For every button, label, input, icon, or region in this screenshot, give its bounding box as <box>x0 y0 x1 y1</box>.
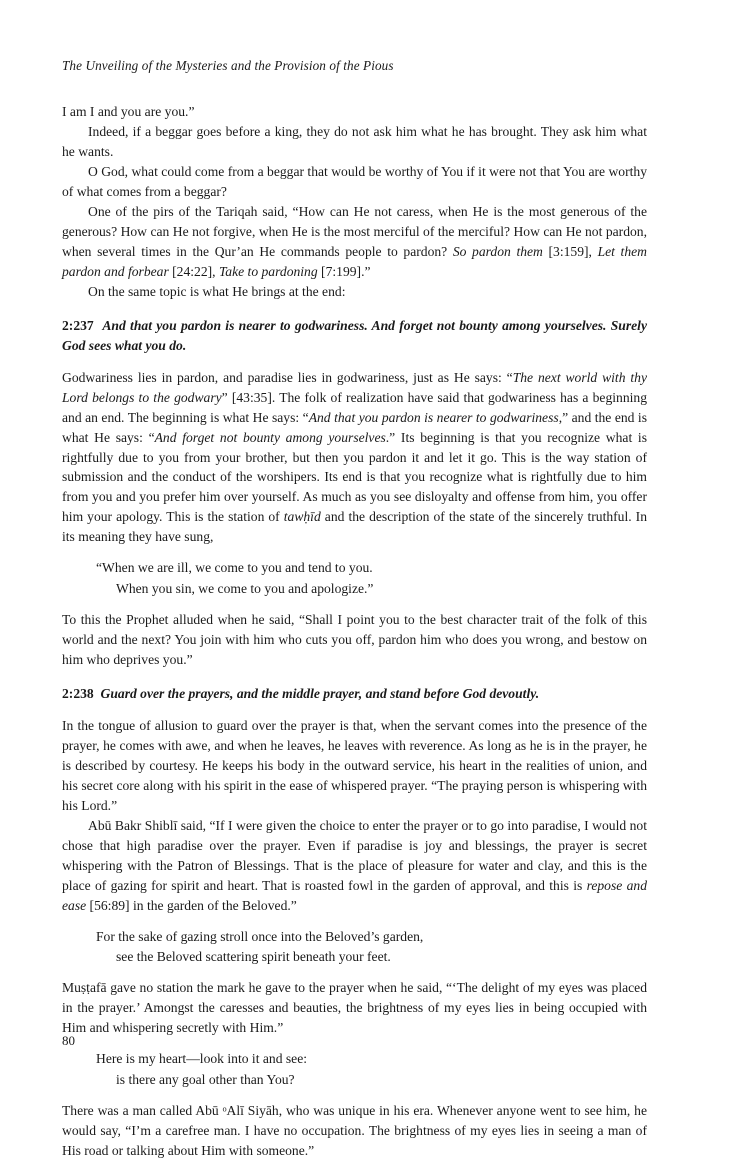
paragraph-11: There was a man called Abū ᵒAlī Siyāh, who was unique in his era. Whenever anyone went to see him, he would say, “I’m a carefree man. I have no occupation. The brightness of my eyes lies in seeing a man of His road or talking about Him with someone.” <box>62 1103 647 1159</box>
poem-line: is there any goal other than You? <box>116 1071 295 1087</box>
quran-citation-2: Let them pardon and forbear <box>62 243 647 279</box>
paragraph-9 <box>62 816 647 916</box>
page-number: 80 <box>62 1033 75 1048</box>
verse-number: 2:237 <box>62 317 94 333</box>
paragraph-3: O God, what could come from a beggar that would be worthy of You if it were not that You are worthy of what comes from a beggar? <box>62 163 647 199</box>
body-column <box>62 102 647 1161</box>
paragraph-2: Indeed, if a beggar goes before a king, they do not ask him what he has brought. They ask him what he wants. <box>62 123 647 159</box>
verse-heading-2-237 <box>62 316 647 356</box>
paragraph-9-text-a: Abū Bakr Shiblī said, “If I were given the choice to enter the prayer or to go into paradise, I would not chose that high paradise over the prayer. Even if paradise is joy and blessings, the prayer is secret whispering with the Patron of Blessings. That is the place of pleasure for water and clay, and this is the place of gazing for spirit and heart. That is roasted fowl in the garden of approval, and this is <box>62 817 647 893</box>
paragraph-6-text-b: ” [43:35]. The folk of realization have said that godwariness has a beginning and an end. The beginning is what He says: “ <box>62 389 647 425</box>
running-head: The Unveiling of the Mysteries and the Provision of the Pious <box>62 58 394 73</box>
poem-line: Here is my heart—look into it and see: <box>96 1051 308 1067</box>
verse-text: And that you pardon is nearer to godwariness. And forget not bounty among yourselves. Surely God sees what you do. <box>62 317 647 353</box>
paragraph-8: In the tongue of allusion to guard over the prayer is that, when the servant comes into the presence of the prayer, he comes with awe, and when he leaves, he leaves with reverence. As long as he is in the prayer, he is described by courtesy. He keeps his body in the outward service, his heart in the realities of union, and his secret core along with his spirit in the ease of whispered prayer. “The praying person is whispering with his Lord.” <box>62 718 647 813</box>
paragraph-6-text-c: ,” and the end is what He says: “ <box>62 409 648 445</box>
paragraph-4-text-c: [24:22], <box>168 263 219 279</box>
paragraph-6-text-e: and the description of the state of the sincerely truthful. In its meaning they have sung, <box>62 509 648 545</box>
verse-heading-2-238 <box>62 684 647 704</box>
paragraph-4-text-d: [7:199].” <box>317 263 371 279</box>
poem-block-1 <box>62 558 647 599</box>
verse-text: Guard over the prayers, and the middle prayer, and stand before God devoutly. <box>100 686 540 702</box>
quran-citation-3: Take to pardoning <box>218 263 318 279</box>
poem-block-2 <box>62 927 647 968</box>
poem-block-3 <box>62 1049 647 1090</box>
paragraph-4-text-a: One of the pirs of the Tariqah said, “How can He not caress, when He is the most generous of the generous? How can He not forgive, when He is the most merciful of the merciful? How can He not pardon, when several times in the Qur’an He commands people to pardon? <box>62 203 647 259</box>
paragraph-6 <box>62 368 647 548</box>
paragraph-4 <box>62 202 647 282</box>
poem-line: see the Beloved scattering spirit beneath your feet. <box>116 949 391 965</box>
verse-number: 2:238 <box>62 686 94 702</box>
quran-citation-1: So pardon them <box>452 243 543 259</box>
paragraph-9-text-b: [56:89] in the garden of the Beloved.” <box>86 897 297 913</box>
quran-citation-6: And forget not bounty among yourselves <box>154 429 386 445</box>
paragraph-5: On the same topic is what He brings at the end: <box>88 283 346 299</box>
paragraph-1: I am I and you are you.” <box>62 104 195 119</box>
quran-citation-4: The next world with thy Lord belongs to the godwary <box>62 369 647 405</box>
term-tawhid: tawḥīd <box>283 509 321 525</box>
poem-line: “When we are ill, we come to you and tend to you. <box>96 560 373 576</box>
poem-line: For the sake of gazing stroll once into the Beloved’s garden, <box>96 928 424 944</box>
paragraph-4-text-b: [3:159], <box>542 243 598 259</box>
poem-line: When you sin, we come to you and apologize.” <box>116 580 374 596</box>
paragraph-6-text-d: .” Its beginning is that you recognize what is rightfully due to you from your brother, but then you pardon it and let it go. This is the way station of submission and the conduct of the worshipers. Its end is that you recognize what is rightfully due to him from you and you prefer him over yourself. As much as you see disloyalty and offense from him, you offer him your apology. This is the station of <box>62 429 647 525</box>
quran-citation-5: And that you pardon is nearer to godwariness <box>308 409 559 425</box>
paragraph-6-text-a: Godwariness lies in pardon, and paradise lies in godwariness, just as He says: “ <box>62 369 513 385</box>
paragraph-7: To this the Prophet alluded when he said, “Shall I point you to the best character trait of the folk of this world and the next? You join with him who cuts you off, pardon him who does you wrong, and bestow on him who deprives you.” <box>62 612 647 668</box>
paragraph-10: Muṣṭafā gave no station the mark he gave to the prayer when he said, “‘The delight of my eyes was placed in the prayer.’ Amongst the caresses and beauties, the brightness of my eyes lies in being occupied with Him and whispering secretly with Him.” <box>62 980 647 1036</box>
quran-citation-7: repose and ease <box>62 877 647 913</box>
